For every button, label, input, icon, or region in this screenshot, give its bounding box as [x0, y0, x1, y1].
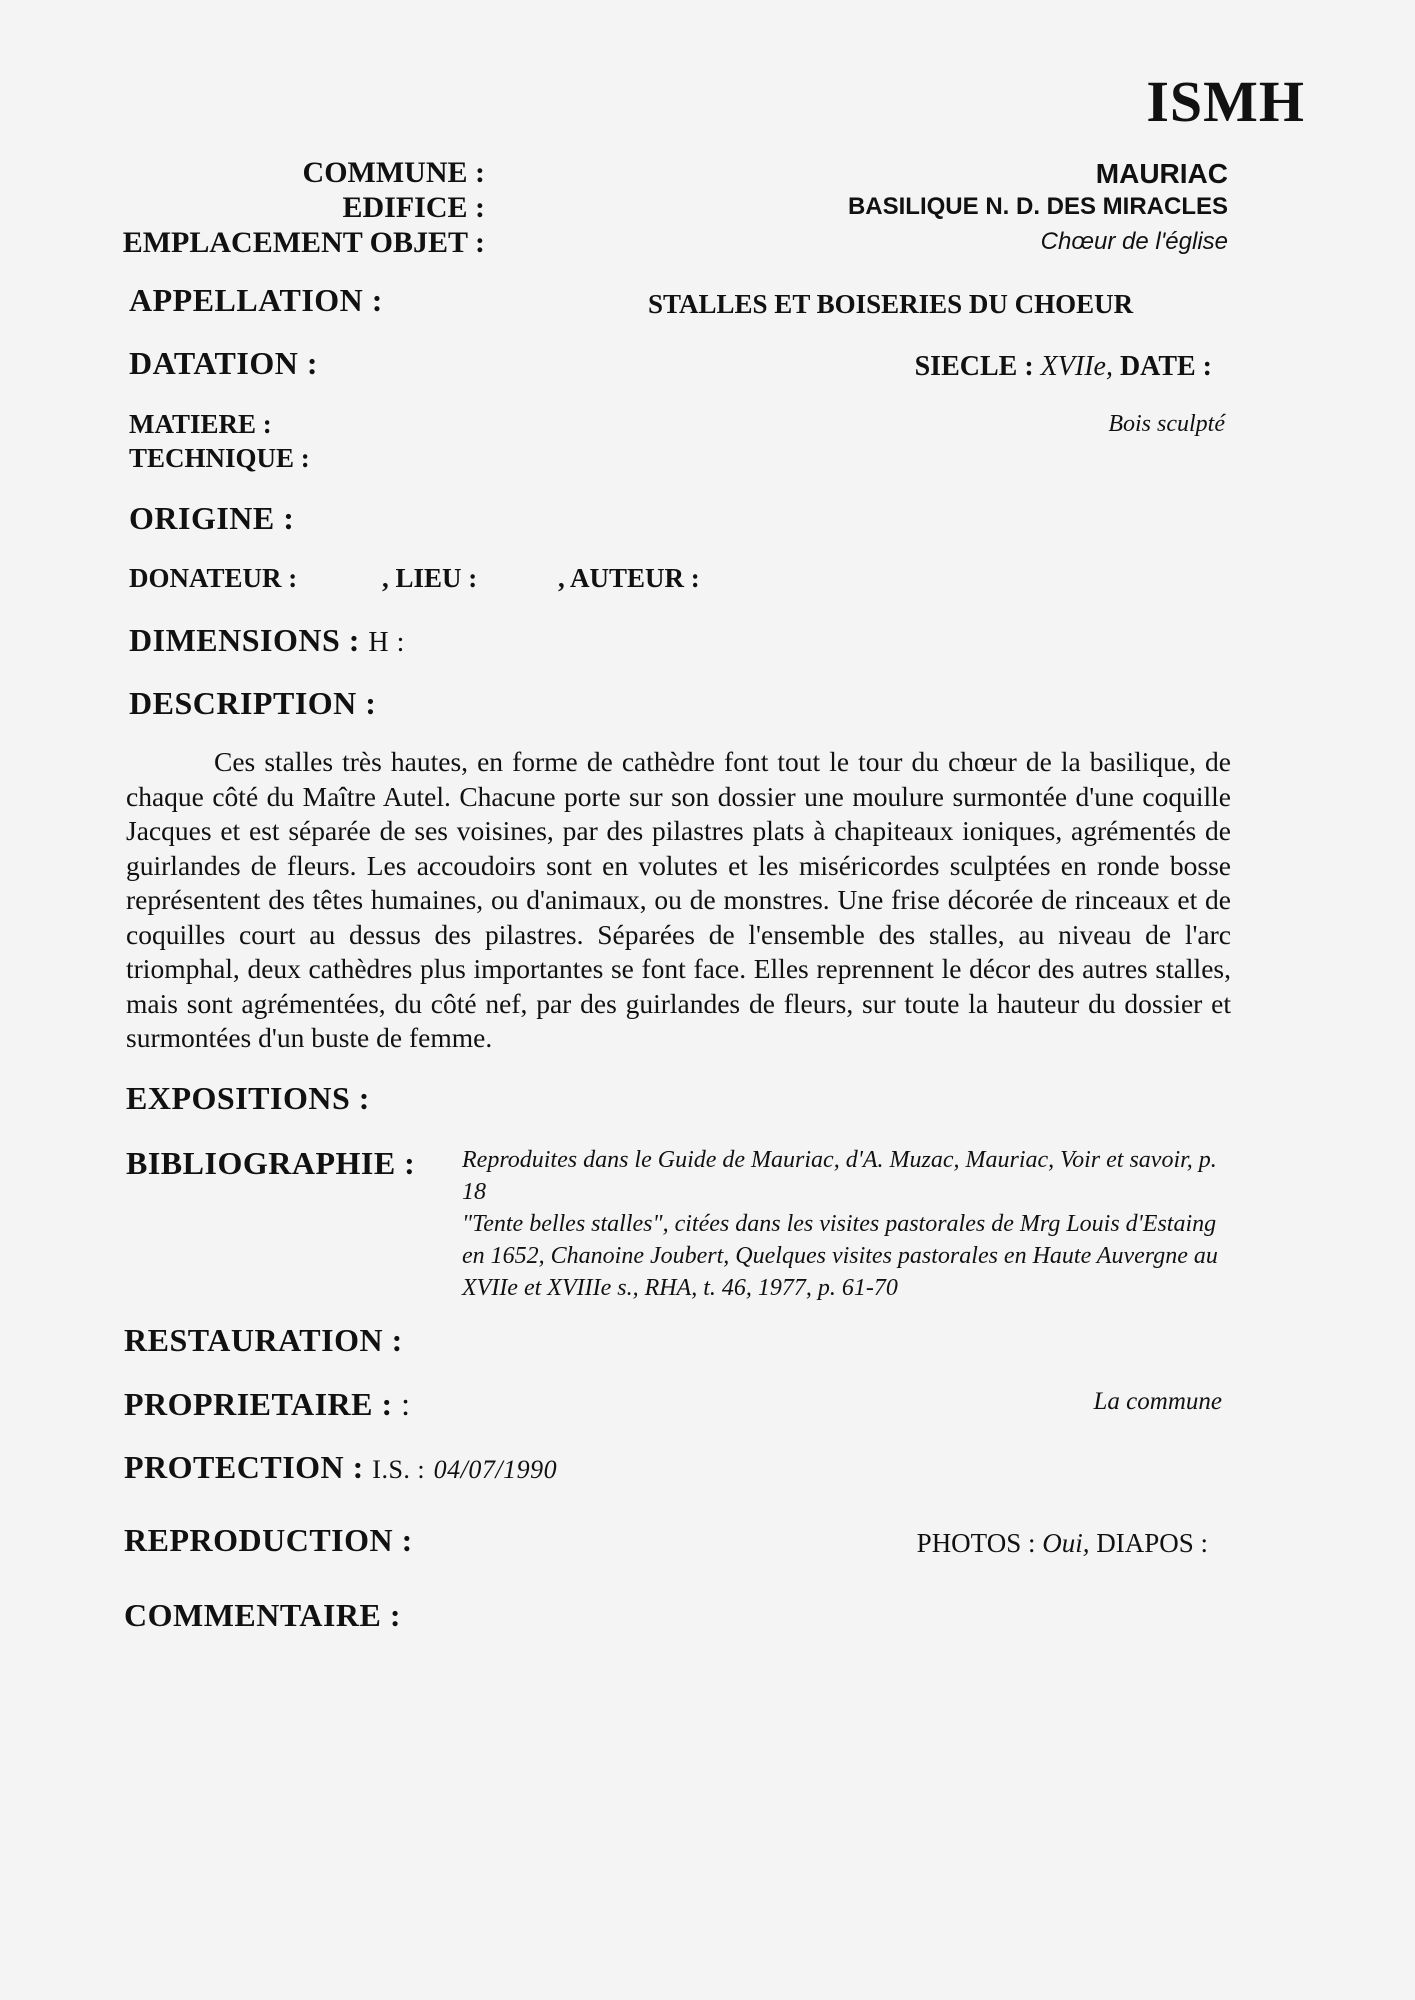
edifice-value: BASILIQUE N. D. DES MIRACLES — [847, 193, 1228, 220]
photos-label: PHOTOS : — [916, 1528, 1036, 1558]
protection-type: I.S. : — [372, 1455, 426, 1484]
commune-label: COMMUNE : — [302, 156, 485, 189]
matiere-value: Bois sculpté — [1108, 411, 1225, 437]
bibliographie-entry: "Tente belles stalles", citées dans les visites pastorales de Mrg Louis d'Estaing en 1652, Chanoine Joubert, Quelques visites pastorales en Haute Auvergne au XVIIe et XVIIIe s., RHA, t. 46, 1977, p. 61-70 — [462, 1211, 1218, 1301]
expositions-label: EXPOSITIONS : — [126, 1080, 370, 1116]
reproduction-line — [917, 1528, 1208, 1559]
dimensions-label — [129, 622, 405, 659]
proprietaire-value: La commune — [1093, 1388, 1222, 1415]
date-label: DATE : — [1119, 351, 1212, 382]
emplacement-value: Chœur de l'église — [1040, 228, 1228, 255]
proprietaire-title: PROPRIETAIRE : — [124, 1386, 393, 1422]
technique-label: TECHNIQUE : — [129, 443, 310, 473]
origine-label: ORIGINE : — [129, 500, 295, 536]
datation-label: DATATION : — [129, 345, 318, 381]
description-text-block — [126, 745, 1231, 1056]
edifice-label: EDIFICE : — [342, 191, 485, 224]
appellation-value: STALLES ET BOISERIES DU CHOEUR — [648, 289, 1134, 319]
dimensions-title: DIMENSIONS : — [129, 622, 360, 658]
reproduction-label: REPRODUCTION : — [124, 1522, 413, 1558]
matiere-label: MATIERE : — [129, 409, 272, 439]
diapos-label: DIAPOS : — [1096, 1528, 1208, 1558]
lieu-label: , LIEU : — [382, 563, 478, 593]
donateur-label: DONATEUR : — [129, 563, 298, 593]
protection-date: 04/07/1990 — [433, 1455, 558, 1484]
description-text: Ces stalles très hautes, en forme de cathèdre font tout le tour du chœur de la basilique, de chaque côté du Maître Autel. Chacune porte sur son dossier une moulure surmontée d'une coquille Jacques et est séparée de ses voisines, par des pilastres plats à chapiteaux ioniques, agrémentés de guirlandes de fleurs. Les accoudoirs sont en volutes et les miséricordes sculptées en ronde bosse représentent des têtes humaines, ou d'animaux, ou de monstres. Une frise décorée de rinceaux et de coquilles court au dessus des pilastres. Séparées de l'ensemble des stalles, au niveau de l'arc triomphal, deux cathèdres plus importantes se font face. Elles reprennent le décor des autres stalles, mais sont agrémentées, du côté nef, par des guirlandes de fleurs, sur toute la hauteur du dossier et surmontées d'un buste de femme. — [126, 746, 1231, 1053]
appellation-label: APPELLATION : — [129, 282, 383, 318]
bibliographie-entry: Reproduites dans le Guide de Mauriac, d'A. Muzac, Mauriac, Voir et savoir, p. 18 — [462, 1147, 1217, 1205]
siecle-line — [915, 351, 1212, 383]
description-label: DESCRIPTION : — [129, 685, 377, 721]
protection-line — [124, 1449, 557, 1486]
dimensions-h-label: H : — [368, 627, 405, 658]
proprietaire-label — [124, 1386, 411, 1423]
restauration-label: RESTAURATION : — [124, 1322, 403, 1358]
document-code: ISMH — [1146, 69, 1305, 134]
bibliographie-entries — [462, 1144, 1232, 1304]
commentaire-label: COMMENTAIRE : — [124, 1597, 401, 1633]
bibliographie-label: BIBLIOGRAPHIE : — [126, 1145, 416, 1181]
auteur-label: , AUTEUR : — [558, 563, 700, 593]
protection-label: PROTECTION : — [124, 1449, 364, 1485]
commune-value: MAURIAC — [1095, 158, 1228, 189]
siecle-label: SIECLE : — [914, 351, 1034, 382]
photos-value: Oui, — [1042, 1528, 1090, 1558]
siecle-value: XVIIe, — [1040, 351, 1113, 382]
proprietaire-colon: : — [401, 1386, 411, 1422]
emplacement-label: EMPLACEMENT OBJET : — [122, 226, 485, 259]
